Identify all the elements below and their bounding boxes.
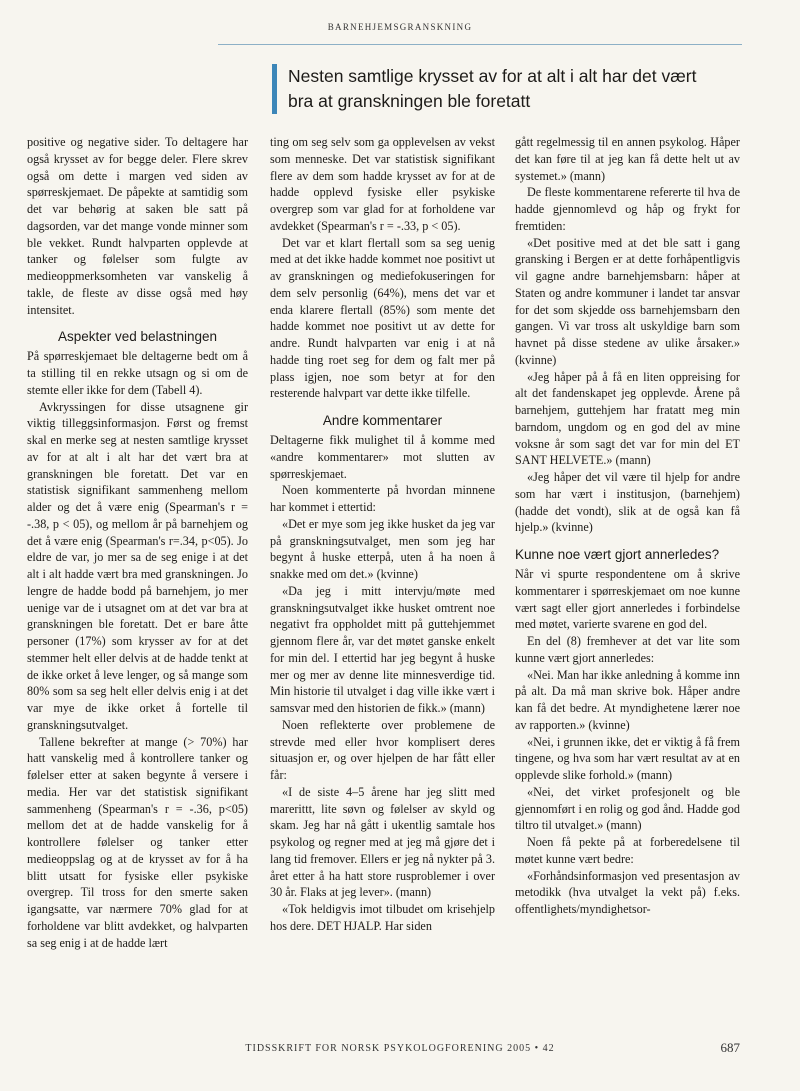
section-heading: Aspekter ved belastningen — [57, 329, 218, 345]
quote-paragraph: «Tok heldigvis imot tilbudet om krisehjelp hos dere. DET HJALP. Har siden — [270, 902, 495, 933]
quote-paragraph: «Forhåndsinformasjon ved presentasjon av metodikk (hva utvalget la vekt på) f.eks. offentlighets/myndighetsor- — [515, 868, 740, 916]
quote-paragraph: «Jeg håper på å få en liten oppreising for alt det fandenskapet jeg opplevde. Årene på barnehjem, guttehjem har fratatt meg min barndom, ungdom og en god del av mine voksne år som sagt det var for min del ET SANT HELVETE.» (mann) — [515, 369, 740, 468]
journal-footer: TIDSSKRIFT FOR NORSK PSYKOLOGFORENING 2005 • 42 — [245, 1043, 555, 1054]
paragraph: De fleste kommentarene refererte til hva de hadde gjennomlevd og håp og frykt for fremtiden: — [515, 185, 740, 233]
paragraph: Det var et klart flertall som sa seg uenig med at det ikke hadde kommet noe positivt ut av granskningen og mediefokuseringen for dem selv personlig (64%), mens det var et enda klarere flertall (85%) som mente det hadde kommet noe positivt ut av dette for andre. Rundt halvparten var enig i at nå hadde ting roet seg for dem og falt mer på plass igjen, noe som betyr at for den resterende halvpart var dette ikke tilfelle. — [270, 235, 495, 401]
text-column-1 — [27, 134, 248, 951]
paragraph: positive og negative sider. To deltagere har også krysset av for begge deler. Flere skrev også om dette i margen ved siden av spørreskjemaet. De påpekte at samtidig som det var behørig at saken ble satt på dagsorden, var det mange vonde minner som ble vekket. Rundt halvparten opplevde at tanker og følelser som fulgte av medieoppmerksomheten var vanskelig å takle, de fleste av disse også med høy intensitet. — [27, 135, 248, 317]
paragraph: Noen reflekterte over problemene de strevde med eller hvor komplisert deres situasjon er, og over hjelpen de har fått eller får: — [270, 717, 495, 782]
running-head: BARNEHJEMSGRANSKNING — [327, 22, 473, 32]
paragraph: Tallene bekrefter at mange (> 70%) har hatt vanskelig med å kontrollere tanker og følelser etter at saken begynte å versere i media. Her var det statistisk signifikant sammenheng (Spearman's r = -.36, p<05) mellom det at de hadde vanskelig for å kontrollere følelser og tanker etter medieoppslag og at de krysset av for å ha blitt utsatt for fysiske eller psykiske overgrep. Til tross for den smerte saken igangsatte, var nærmere 70% glad for at forholdene var blitt avdekket, og halvparten sa seg enig i at de hadde lært — [27, 734, 248, 950]
paragraph: Deltagerne fikk mulighet til å komme med «andre kommentarer» mot slutten av spørreskjemaet. — [270, 433, 495, 481]
paragraph: Avkryssingen for disse utsagnene gir viktig tilleggsinformasjon. Først og fremst skal en merke seg at nesten samtlige krysset av for at alt i alt har det vært bra at granskningen ble foretatt. Det var en statistisk signifikant sammenheng mellom alder og det å være enig (Spearman's r = -.38, p < 05), og mellom år på barnehjem og det å være enig (Spearman's r=.34, p<05). Jo eldre de var, jo mer sa de seg enige i at det alt i alt hadde vært bra med granskningen. Jo lengre de hadde bodd på barnehjem, jo mer uenige var de i utsagnet om at det var bra at granskningen ble foretatt. Det er bare åtte personer (17%) som krysser av for at det stemmer helt eller delvis at de hadde tenkt at de ikke orket å leve lenger, og så mange som 80% som sa seg helt eller delvis enig i at det var mye de ikke orket å fortelle til granskningsutvalget. — [27, 399, 248, 732]
paragraph: På spørreskjemaet ble deltagerne bedt om å ta stilling til en rekke utsagn og si om de stemte eller ikke for dem (Tabell 4). — [27, 349, 248, 397]
paragraph: ting om seg selv som ga opplevelsen av vekst som menneske. Det var statistisk signifikant flere av dem som hadde krysset av for at de hadde opplevd fysiske eller psykiske overgrep som var glad for at forholdene var avdekket (Spearman's r = -.33, p < 05). — [270, 135, 495, 233]
paragraph: En del (8) fremhever at det var lite som kunne vært gjort annerledes: — [515, 634, 740, 665]
quote-paragraph: «Jeg håper det vil være til hjelp for andre som har vært i institusjon, (barnehjem) (hadde det vondt), slik at de også kan få hjelp.» (kvinne) — [515, 470, 740, 535]
quote-paragraph: «Nei, i grunnen ikke, det er viktig å få frem tingene, og hva som har vært resultat av at en opplevde slike forhold.» (mann) — [515, 734, 740, 782]
quote-paragraph: «Det er mye som jeg ikke husket da jeg var på granskningsutvalget, men som jeg har begynt å huske etterpå, uten å ha noen å snakke med om det.» (kvinne) — [270, 516, 495, 581]
paragraph: Noen få pekte på at forberedelsene til møtet kunne vært bedre: — [515, 835, 740, 866]
header-rule — [218, 44, 742, 45]
section-heading: Andre kommentarer — [322, 413, 443, 428]
quote-paragraph: «Det positive med at det ble satt i gang gransking i Bergen er at dette forhåpentligvis vil gagne andre barnehjemsbarn: håper at Staten og andre kommuner i landet tar ansvar for det som skjedde oss barnehjemsbarn den gangen. Vi var tross alt uskyldige barn som havnet på disse stedene av ulike årsaker.» (kvinne) — [515, 235, 740, 367]
quote-paragraph: «Da jeg i mitt intervju/møte med granskningsutvalget ikke husket omtrent noe negativt fra oppholdet mitt på guttehjemmet gjennom flere år, var det møtet ganske enkelt for min del. I ettertid har jeg begynt å huske mer og mer av denne lite minnesverdige tid. Min historie til utvalget i dag ville ikke vært i samsvar med den historien de fikk.» (mann) — [270, 583, 495, 715]
text-column-3 — [515, 134, 740, 918]
paragraph: Noen kommenterte på hvordan minnene har kommet i ettertid: — [270, 483, 495, 514]
section-heading: Kunne noe vært gjort annerledes? — [515, 547, 720, 562]
quote-paragraph: «Nei, det virket profesjonelt og ble gjennomført i en rolig og god ånd. Hadde god tiltro til utvalget.» (mann) — [515, 784, 740, 833]
text-column-2 — [270, 134, 495, 935]
page-number: 687 — [720, 1040, 740, 1055]
quote-paragraph: «I de siste 4–5 årene har jeg slitt med marerittt, lite søvn og følelser av skyld og skam. Jeg har nå gått i ukentlig samtale hos psykolog og regner med at jeg må gjøre det i lang tid fremover. Ellers er jeg nå nykter på 3. året etter å ha hatt store rusproblemer i over 30 år. Flaks at jeg lever». (mann) — [270, 784, 495, 900]
paragraph: gått regelmessig til en annen psykolog. Håper det kan føre til at jeg kan få dette helt ut av systemet.» (mann) — [515, 135, 740, 183]
paragraph: Når vi spurte respondentene om å skrive kommentarer i spørreskjemaet om noe kunne vært sagt eller gjort annerledes i forbindelse med møtet, varierte svarene en god del. — [515, 567, 740, 632]
quote-paragraph: «Nei. Man har ikke anledning å komme inn på alt. Da må man skrive bok. Håper andre kan få det bedre. At myndighetene lærer noe av rapporten.» (kvinne) — [515, 667, 740, 732]
pull-quote: Nesten samtlige krysset av for at alt i alt har det vært bra at granskningen ble foretatt — [272, 64, 702, 114]
